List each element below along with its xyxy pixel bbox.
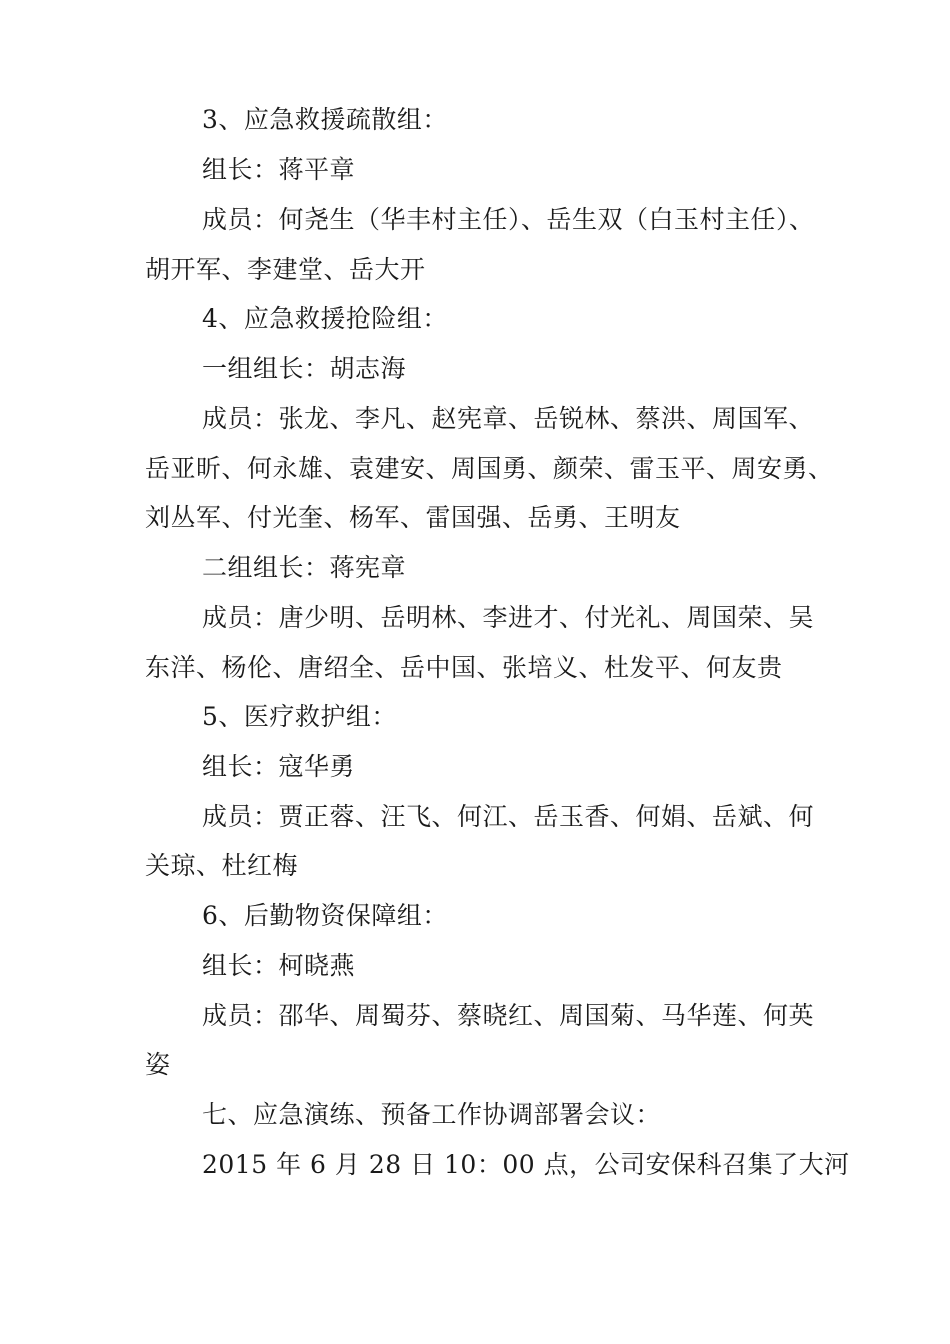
logistics-members-line-1: 成员：邵华、周蜀芬、蔡晓红、周国菊、马华莲、何英 (202, 1001, 815, 1030)
rescue-group-1-members-line-1: 成员：张龙、李凡、赵宪章、岳锐林、蔡洪、周国军、 (202, 404, 815, 433)
evacuation-leader: 组长：蒋平章 (202, 155, 356, 184)
medical-leader: 组长：寇华勇 (202, 752, 356, 781)
section-heading-medical: 5、医疗救护组： (202, 702, 397, 731)
rescue-group-1-members-line-2: 岳亚昕、何永雄、袁建安、周国勇、颜荣、雷玉平、周安勇、 (145, 454, 834, 483)
meeting-paragraph-line-1: 2015 年 6 月 28 日 10：00 点，公司安保科召集了大河 (202, 1150, 850, 1179)
section-heading-meeting: 七、应急演练、预备工作协调部署会议： (202, 1100, 662, 1129)
evacuation-members-line-1: 成员：何尧生（华丰村主任）、岳生双（白玉村主任）、 (202, 205, 815, 234)
section-heading-rescue: 4、应急救援抢险组： (202, 304, 448, 333)
rescue-group-2-members-line-2: 东洋、杨伦、唐绍全、岳中国、张培义、杜发平、何友贵 (145, 653, 783, 682)
rescue-group-1-leader: 一组组长：胡志海 (202, 354, 407, 383)
evacuation-members-line-2: 胡开军、李建堂、岳大开 (145, 255, 426, 284)
rescue-group-2-leader: 二组组长：蒋宪章 (202, 553, 407, 582)
medical-members-line-2: 关琼、杜红梅 (145, 851, 299, 880)
logistics-leader: 组长：柯晓燕 (202, 951, 356, 980)
medical-members-line-1: 成员：贾正蓉、汪飞、何江、岳玉香、何娟、岳斌、何 (202, 802, 815, 831)
logistics-members-line-2: 姿 (145, 1050, 171, 1079)
section-heading-logistics: 6、后勤物资保障组： (202, 901, 448, 930)
section-heading-evacuation: 3、应急救援疏散组： (202, 105, 448, 134)
rescue-group-1-members-line-3: 刘丛军、付光奎、杨军、雷国强、岳勇、王明友 (145, 503, 681, 532)
rescue-group-2-members-line-1: 成员：唐少明、岳明林、李进才、付光礼、周国荣、吴 (202, 603, 815, 632)
